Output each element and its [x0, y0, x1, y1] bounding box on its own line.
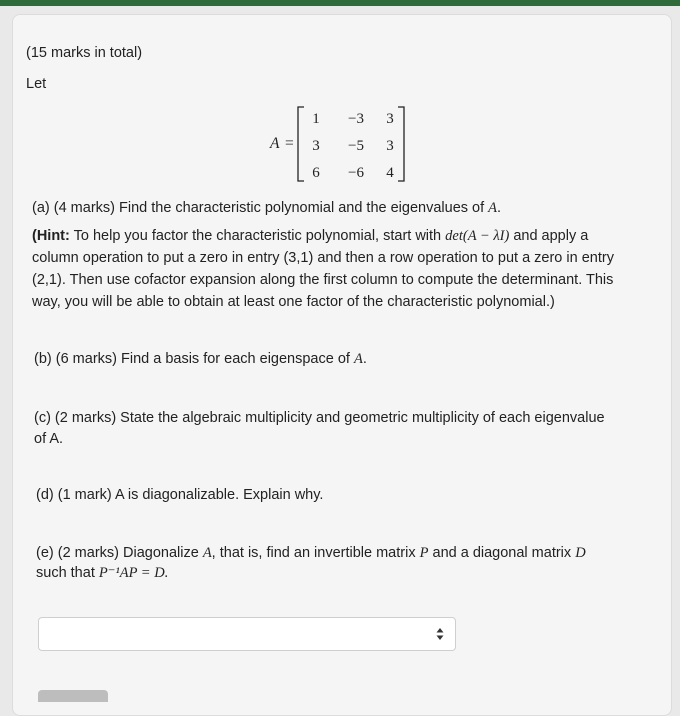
- part-c-line1: (c) (2 marks) State the algebraic multiplicity and geometric multiplicity of each eigenvalue: [34, 410, 605, 426]
- part-e-text: such that: [36, 565, 95, 581]
- part-e-line1: [36, 542, 586, 564]
- part-a-var: A: [488, 200, 498, 216]
- part-a-question: (a) (4 marks) Find the characteristic polynomial and the eigenvalues of A.: [32, 200, 502, 216]
- part-e-var-a: A: [202, 545, 212, 561]
- matrix-cell: −6: [348, 165, 364, 181]
- matrix-name: A: [270, 135, 280, 152]
- matrix-cell: 3: [386, 138, 394, 154]
- hint-label: (Hint:: [32, 228, 70, 244]
- part-b-question: (b) (6 marks) Find a basis for each eigenspace of A.: [34, 351, 367, 367]
- matrix-cell: −3: [348, 111, 364, 127]
- hint-text: and apply a: [513, 228, 589, 244]
- part-a-hint-line2: column operation to put a zero in entry (3,1) and then a row operation to put a zero in entry: [32, 250, 614, 266]
- part-e-var-p: P: [419, 545, 429, 561]
- bottom-tab[interactable]: [38, 690, 108, 702]
- hint-math: det(A − λI): [445, 228, 510, 244]
- part-b-label: (b) (6 marks) Find a basis for each eigenspace of: [34, 351, 350, 367]
- part-e-math: P⁻¹AP = D.: [98, 565, 169, 581]
- part-e-text: and a diagonal matrix: [432, 545, 572, 561]
- part-e-line2: [36, 562, 168, 584]
- top-bar: [0, 0, 680, 6]
- part-a-label: (a) (4 marks) Find the characteristic polynomial and the eigenvalues of: [32, 200, 485, 216]
- part-a-hint-line4: way, you will be able to obtain at least one factor of the characteristic polynomial.): [32, 294, 555, 310]
- part-b-var: A: [353, 351, 363, 367]
- part-e-var-d: D: [575, 545, 586, 561]
- matrix-cell: 3: [312, 138, 320, 154]
- part-c-line2: of A.: [34, 431, 64, 447]
- left-bracket: [298, 107, 304, 181]
- matrix-equals: =: [285, 135, 294, 152]
- matrix-a: [258, 104, 418, 184]
- part-e-text: (e) (2 marks) Diagonalize: [36, 545, 199, 561]
- answer-select[interactable]: [38, 617, 456, 651]
- matrix-cell: 4: [386, 165, 394, 181]
- total-marks: (15 marks in total): [26, 45, 143, 61]
- part-e-text: , that is, find an invertible matrix: [211, 545, 416, 561]
- hint-text: To help you factor the characteristic polynomial, start with: [73, 228, 442, 244]
- matrix-cell: −5: [348, 138, 364, 154]
- let-label: Let: [26, 76, 47, 92]
- matrix-cell: 1: [312, 111, 320, 127]
- select-arrows-icon: [435, 626, 445, 642]
- matrix-cell: 3: [386, 111, 394, 127]
- part-a-hint-line3: (2,1). Then use cofactor expansion along the first column to compute the determinant. This: [32, 272, 614, 288]
- part-a-hint-line1: [32, 225, 588, 247]
- matrix-cell: 6: [312, 165, 320, 181]
- part-d-question: (d) (1 mark) A is diagonalizable. Explain why.: [36, 487, 324, 503]
- right-bracket: [398, 107, 404, 181]
